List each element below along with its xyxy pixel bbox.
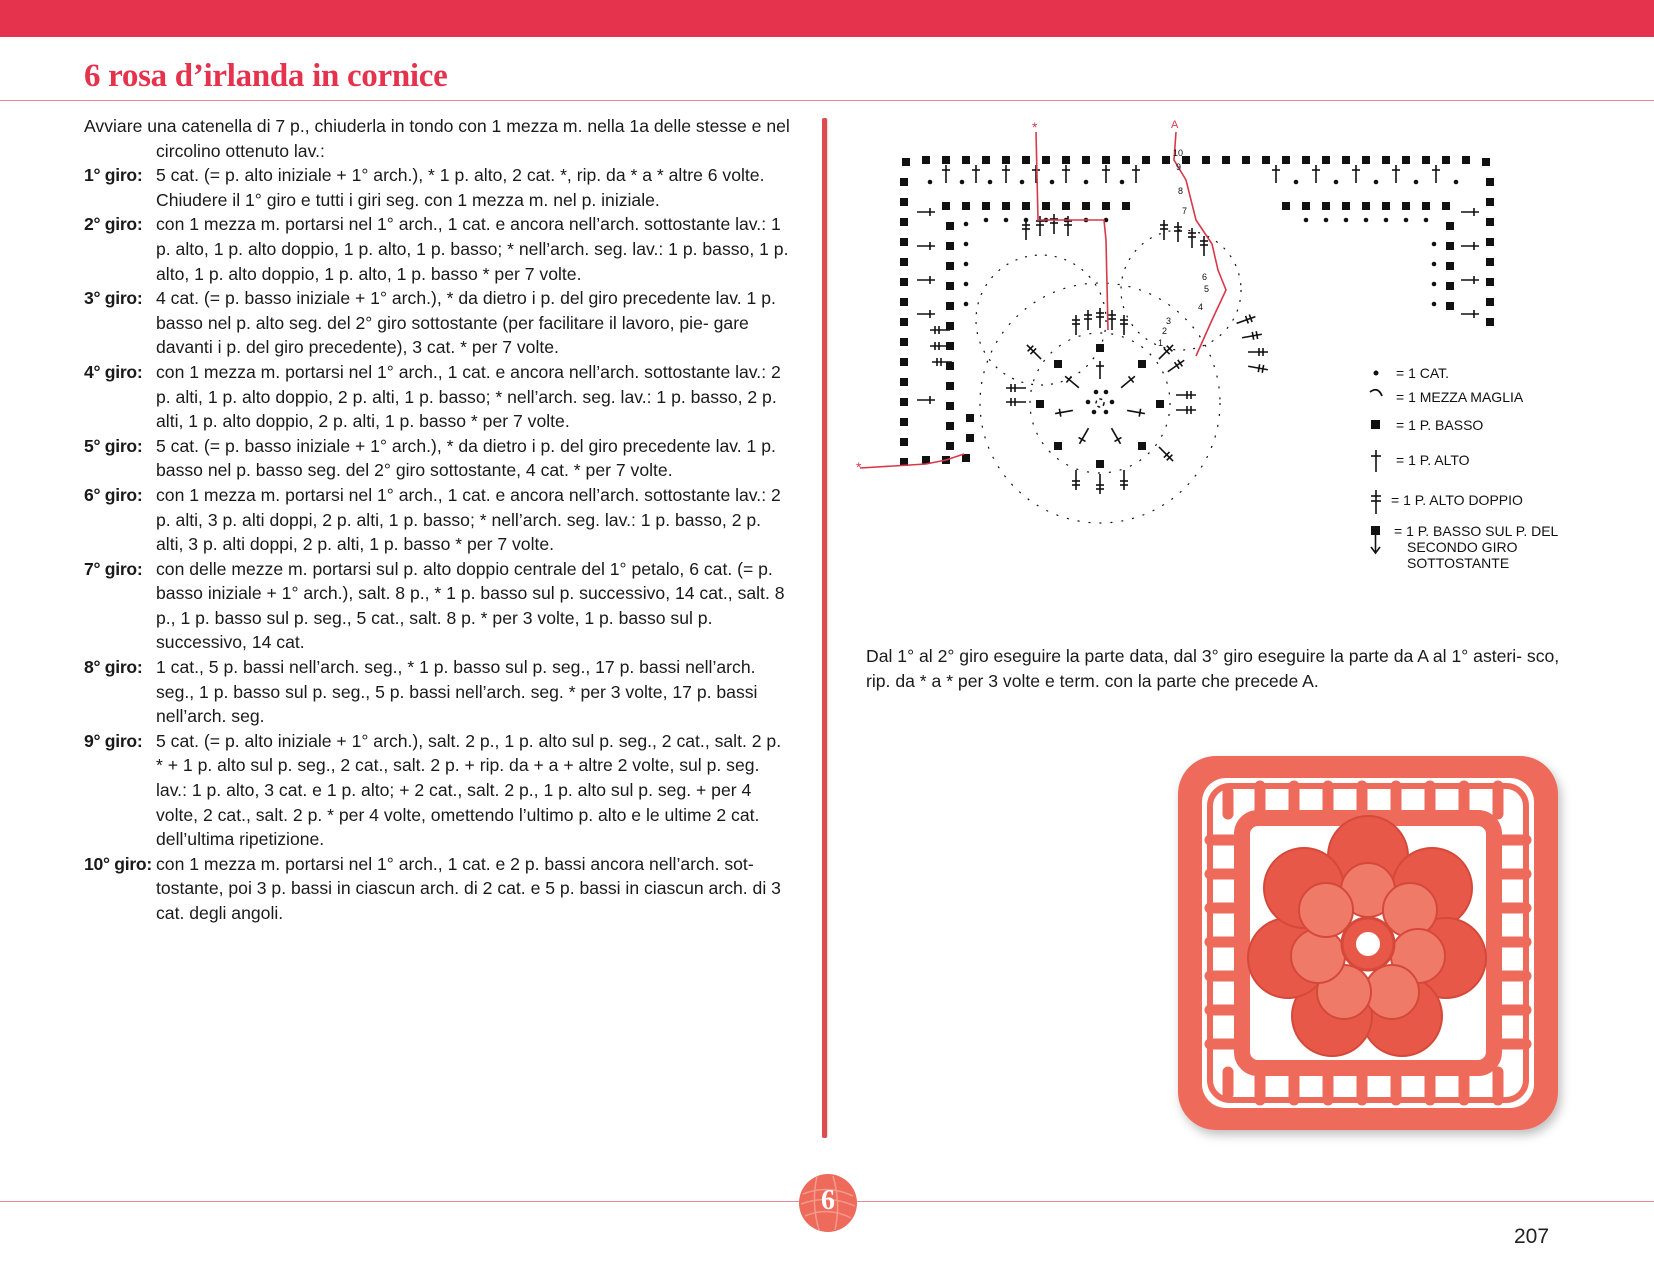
svg-text:2: 2 [1162, 326, 1168, 336]
svg-text:= 1 P. ALTO: = 1 P. ALTO [1396, 452, 1470, 468]
giro-row [84, 212, 790, 286]
giro-label: 8° giro: [84, 657, 143, 678]
giro-label: 5° giro: [84, 435, 143, 456]
svg-text:= 1 MEZZA MAGLIA: = 1 MEZZA MAGLIA [1396, 389, 1524, 405]
giro-label: 2° giro: [84, 214, 143, 235]
giro-row [84, 360, 790, 434]
legend-row-square [1371, 417, 1483, 433]
legend-row-double-dagger [1371, 490, 1523, 514]
chain-dots [928, 180, 1459, 307]
square-icon [1371, 420, 1380, 429]
legend-row-square-arrow [1371, 523, 1559, 571]
svg-text:5: 5 [1204, 284, 1210, 294]
giro-text: con 1 mezza m. portarsi nel 1° arch., 1 cat. e ancora nell’arch. sottostante lav.: 2 p. alti, 3 p. alti doppi, 2 p. alti, 1 p. basso; * nell’arch. seg. lav.: 1 p. basso, 2 p. alti, 3 p. alti doppi, 2 p. alti, 1 p. basso * per 7 volte. [156, 484, 781, 555]
square-arrow-icon [1371, 526, 1380, 553]
page-number: 207 [1514, 1225, 1550, 1248]
giro-text: 5 cat. (= p. alto iniziale + 1° arch.), * 1 p. alto, 2 cat. *, rip. da * a * altre 6 volte. Chiudere il 1° giro e tutti i giri seg. con 1 mezza m. nel p. iniziale. [156, 165, 765, 210]
giro-row [84, 852, 790, 926]
svg-text:= 1 P. BASSO: = 1 P. BASSO [1396, 417, 1484, 433]
column-divider [822, 118, 827, 1138]
svg-text:3: 3 [1166, 316, 1172, 326]
giro-label: 10° giro: [84, 853, 152, 874]
giro-label: 3° giro: [84, 288, 143, 309]
svg-text:9: 9 [1176, 162, 1182, 172]
svg-text:6: 6 [1202, 272, 1208, 282]
svg-text:10: 10 [1173, 148, 1184, 158]
giro-text: con 1 mezza m. portarsi nel 1° arch., 1 cat. e ancora nell’arch. sottostante lav.: 1 p. alto, 1 p. alto doppio, 1 p. alto, 1 p. basso; * nell’arch. seg. lav.: 1 p. basso, 1 p. alto, 1 p. alto doppio, 1 p. alto, 1 p. basso * per 7 volte. [156, 214, 789, 284]
legend-row-dot [1374, 365, 1450, 381]
frame-stitches [917, 165, 1479, 404]
svg-text:= 1 P. ALTO DOPPIO: = 1 P. ALTO DOPPIO [1391, 492, 1523, 508]
double-dagger-icon [1371, 490, 1381, 514]
round-numbers [1158, 148, 1209, 348]
intro-paragraph: Avviare una catenella di 7 p., chiuderla in tondo con 1 mezza m. nella 1a delle stesse e nel circolino ottenuto lav.: [84, 116, 790, 161]
marker-asterisk-left: * [856, 459, 862, 475]
giro-row [84, 557, 790, 655]
giro-text: 5 cat. (= p. basso iniziale + 1° arch.), * da dietro i p. del giro precedente lav. 1 p. basso nel p. basso seg. del 2° giro sottostante, 4 cat. * per 7 volte. [156, 435, 776, 481]
giro-label: 9° giro: [84, 730, 143, 751]
dagger-icon [1371, 450, 1381, 472]
crochet-square-photo [1170, 748, 1566, 1138]
giro-text: con delle mezze m. portarsi sul p. alto doppio centrale del 1° petalo, 6 cat. (= p. basso iniziale + 1° arch.), salt. 8 p., * 1 p. basso sul p. successivo, 14 cat., salt. 8 p., 1 p. basso sul p. seg., 5 cat., salt. 8 p. * per 3 volte, 1 p. basso sul p. successivo, 14 cat. [156, 558, 785, 653]
legend-row-dagger [1371, 450, 1470, 472]
svg-text:= 1 CAT.: = 1 CAT. [1396, 365, 1450, 381]
giro-text: 4 cat. (= p. basso iniziale + 1° arch.), * da dietro i p. del giro precedente lav. 1 p. basso nel p. alto seg. del 2° giro sottostante (per facilitare il lavoro, pie- gare davanti i p. del giro precedente), 3 cat. * per 7 volte. [156, 288, 776, 358]
giro-text: 1 cat., 5 p. bassi nell’arch. seg., * 1 p. basso sul p. seg., 17 p. bassi nell’arch. seg., 1 p. basso sul p. seg., 5 p. bassi nell’arch. seg. * per 3 volte, 17 p. bassi nell’arch. seg. [156, 657, 758, 727]
svg-text:1: 1 [1158, 338, 1164, 348]
giro-row [84, 655, 790, 729]
giro-text: 5 cat. (= p. alto iniziale + 1° arch.), salt. 2 p., 1 p. alto sul p. seg., 2 cat., salt. 2 p. * + 1 p. alto sul p. seg., 2 cat., salt. 2 p. + rip. da + a + altre 2 volte, sul p. seg. lav.: 1 p. alto, 3 cat. e 1 p. alto; + 2 cat., salt. 2 p., 1 p. alto sul p. seg. + per 4 volte, 2 cat., salt. 2 p. * per 4 volte, omettendo l’ultimo p. alto e le ultime 2 cat. dell’ultima ripetizione. [156, 730, 782, 850]
working-path [1036, 132, 1226, 356]
title-rule [0, 100, 1654, 101]
rose-motif [930, 214, 1269, 523]
svg-text:4: 4 [1198, 302, 1204, 312]
giro-label: 7° giro: [84, 558, 143, 579]
legend-row-slip [1370, 389, 1524, 405]
marker-a: A [1171, 119, 1179, 131]
giro-label: 4° giro: [84, 361, 143, 382]
dot-icon [1374, 371, 1379, 376]
giro-label: 6° giro: [84, 484, 143, 505]
crochet-chart [856, 119, 1559, 600]
svg-text:= 1 P. BASSO SUL P. DEL: = 1 P. BASSO SUL P. DEL [1394, 523, 1559, 539]
giro-label: 1° giro: [84, 165, 143, 186]
svg-text:7: 7 [1182, 206, 1188, 216]
svg-text:SECONDO GIRO: SECONDO GIRO [1407, 539, 1518, 555]
top-color-band [0, 0, 1654, 37]
slip-stitch-icon [1370, 390, 1382, 396]
instructions-column [84, 114, 790, 926]
giro-row [84, 163, 790, 212]
svg-text:SOTTOSTANTE: SOTTOSTANTE [1407, 555, 1510, 571]
page-title: 6 rosa d’irlanda in cornice [84, 58, 448, 94]
giro-row [84, 483, 790, 557]
diagram-caption: Dal 1° al 2° giro eseguire la parte data, dal 3° giro eseguire la parte da A al 1° asteri- sco, rip. da * a * per 3 volte e term. con la parte che precede A. [866, 646, 1560, 691]
legend [1370, 365, 1559, 571]
giro-row [84, 286, 790, 360]
giro-row [84, 729, 790, 852]
giro-row [84, 434, 790, 483]
giro-text: con 1 mezza m. portarsi nel 1° arch., 1 cat. e 2 p. bassi ancora nell’arch. sot- tostante, poi 3 p. bassi in ciascun arch. di 2 cat. e 5 p. bassi in ciascun arch. di 3 cat. degli angoli. [156, 853, 781, 923]
giro-text: con 1 mezza m. portarsi nel 1° arch., 1 cat. e ancora nell’arch. sottostante lav.: 2 p. alti, 1 p. alto doppio, 2 p. alti, 1 p. basso; * nell’arch. seg. lav.: 1 p. basso, 2 p. alti, 1 p. alto doppio, 2 p. alti, 1 p. basso * per 7 volte. [156, 361, 781, 432]
marker-asterisk-top: * [1032, 119, 1038, 135]
svg-text:8: 8 [1178, 186, 1184, 196]
badge-number: 6 [821, 1185, 835, 1216]
